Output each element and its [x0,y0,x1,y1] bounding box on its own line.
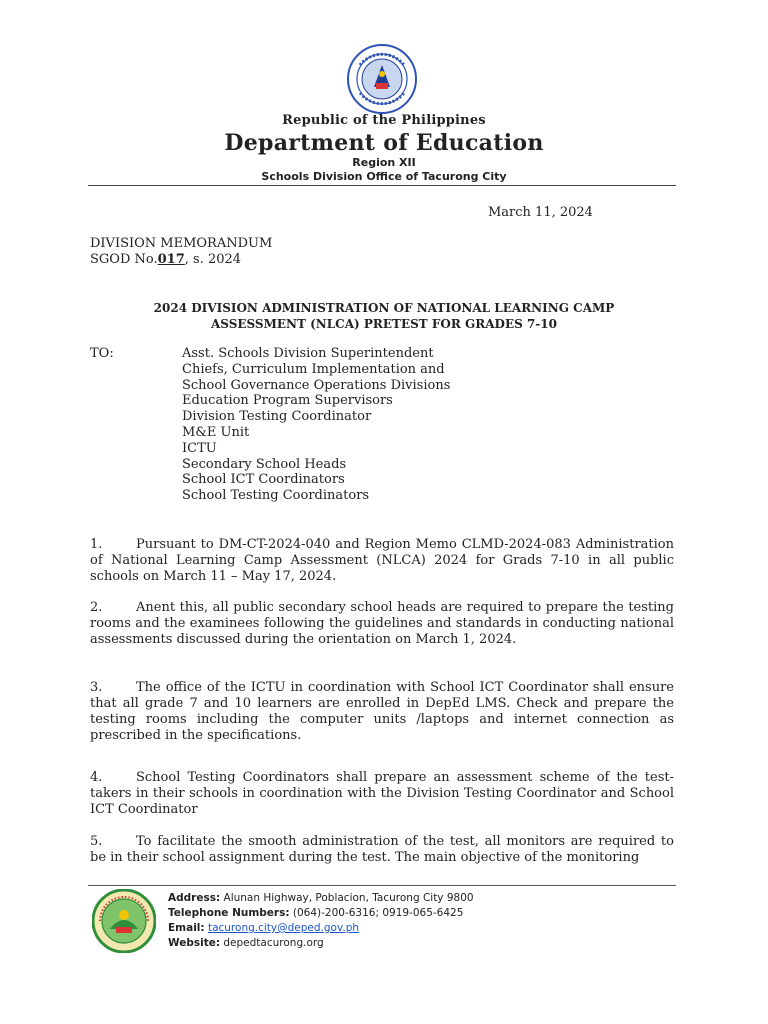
recipient-item: Asst. Schools Division Superintendent [182,346,434,361]
recipient-item: Division Testing Coordinator [182,409,372,425]
recipient-item: Education Program Supervisors [182,393,393,409]
paragraph-text: School Testing Coordinators shall prepare an assessment scheme of the test-takers in their schools in coordination with the Division Testing Coordinator and School ICT Coordinator [90,770,674,817]
address-label: Address: [168,892,221,904]
memo-title-line2: ASSESSMENT (NLCA) PRETEST FOR GRADES 7-10 [211,317,557,331]
paragraph-3 [90,680,674,744]
paragraph-text: To facilitate the smooth administration of the test, all monitors are required to be in their school assignment during the test. The main objective of the monitoring [90,834,674,865]
email-link[interactable]: tacurong.city@deped.gov.ph [207,922,360,934]
memo-date: March 11, 2024 [488,205,593,220]
memo-type: DIVISION MEMORANDUM [90,236,273,251]
recipient-item: School Testing Coordinators [182,488,370,504]
recipient-item: Secondary School Heads [182,456,347,472]
memo-title [90,300,678,332]
footer-address [168,891,474,907]
paragraph-4 [90,770,674,818]
memo-number [90,252,241,268]
recipient-item: Chiefs, Curriculum Implementation and [182,361,445,377]
division-logo-icon [92,889,156,953]
memo-number-prefix: SGOD No. [90,252,158,267]
republic-heading: Republic of the Philippines [282,113,486,128]
paragraph-text: The office of the ICTU in coordination with School ICT Coordinator shall ensure that all grade 7 and 10 learners are enrolled in DepEd LMS. Check and prepare the testing rooms including the computer units /laptops and internet connection as prescribed in the specifications. [90,680,674,743]
website-value[interactable]: depedtacurong.org [223,937,324,949]
to-label: TO: [90,346,114,361]
email-label: Email: [168,922,205,934]
recipient-item: ICTU [182,440,217,456]
phone-value: (064)-200-6316; 0919-065-6425 [292,907,464,919]
recipient-item: School Governance Operations Divisions [182,377,451,393]
paragraph-text: Anent this, all public secondary school heads are required to prepare the testing rooms and the examinees following the guidelines and standards in conducting national assessments discussed during the orientation on March 1, 2024. [90,600,674,647]
paragraph-number: 4. [90,770,103,785]
footer-phone [168,906,463,922]
paragraph-number: 5. [90,834,103,849]
region-heading: Region XII [352,156,416,169]
footer-divider [88,885,676,886]
recipient-item: M&E Unit [182,424,250,440]
paragraph-number: 2. [90,600,103,615]
address-value: Alunan Highway, Poblacion, Tacurong City 9800 [223,892,474,904]
phone-label: Telephone Numbers: [168,907,290,919]
office-heading: Schools Division Office of Tacurong City [261,170,507,183]
memo-number-suffix: , s. 2024 [184,252,242,267]
website-label: Website: [168,937,221,949]
paragraph-5 [90,834,674,866]
memo-title-line1: 2024 DIVISION ADMINISTRATION OF NATIONAL LEARNING CAMP [153,301,615,315]
paragraph-text: Pursuant to DM-CT-2024-040 and Region Memo CLMD-2024-083 Administration of National Learning Camp Assessment (NLCA) 2024 for Grads 7-10 in all public schools on March 11 – May 17, 2024. [90,537,674,584]
department-heading: Department of Education [224,130,544,156]
footer-email [168,921,359,937]
recipient-item: School ICT Coordinators [182,472,345,488]
header-divider [88,185,676,186]
recipient-list [182,346,450,504]
deped-seal-icon [346,43,418,115]
paragraph-number: 3. [90,680,103,695]
memo-number-handwritten: 017 [157,252,185,267]
footer-website [168,936,324,952]
paragraph-1 [90,537,674,585]
paragraph-number: 1. [90,537,103,552]
paragraph-2 [90,600,674,648]
